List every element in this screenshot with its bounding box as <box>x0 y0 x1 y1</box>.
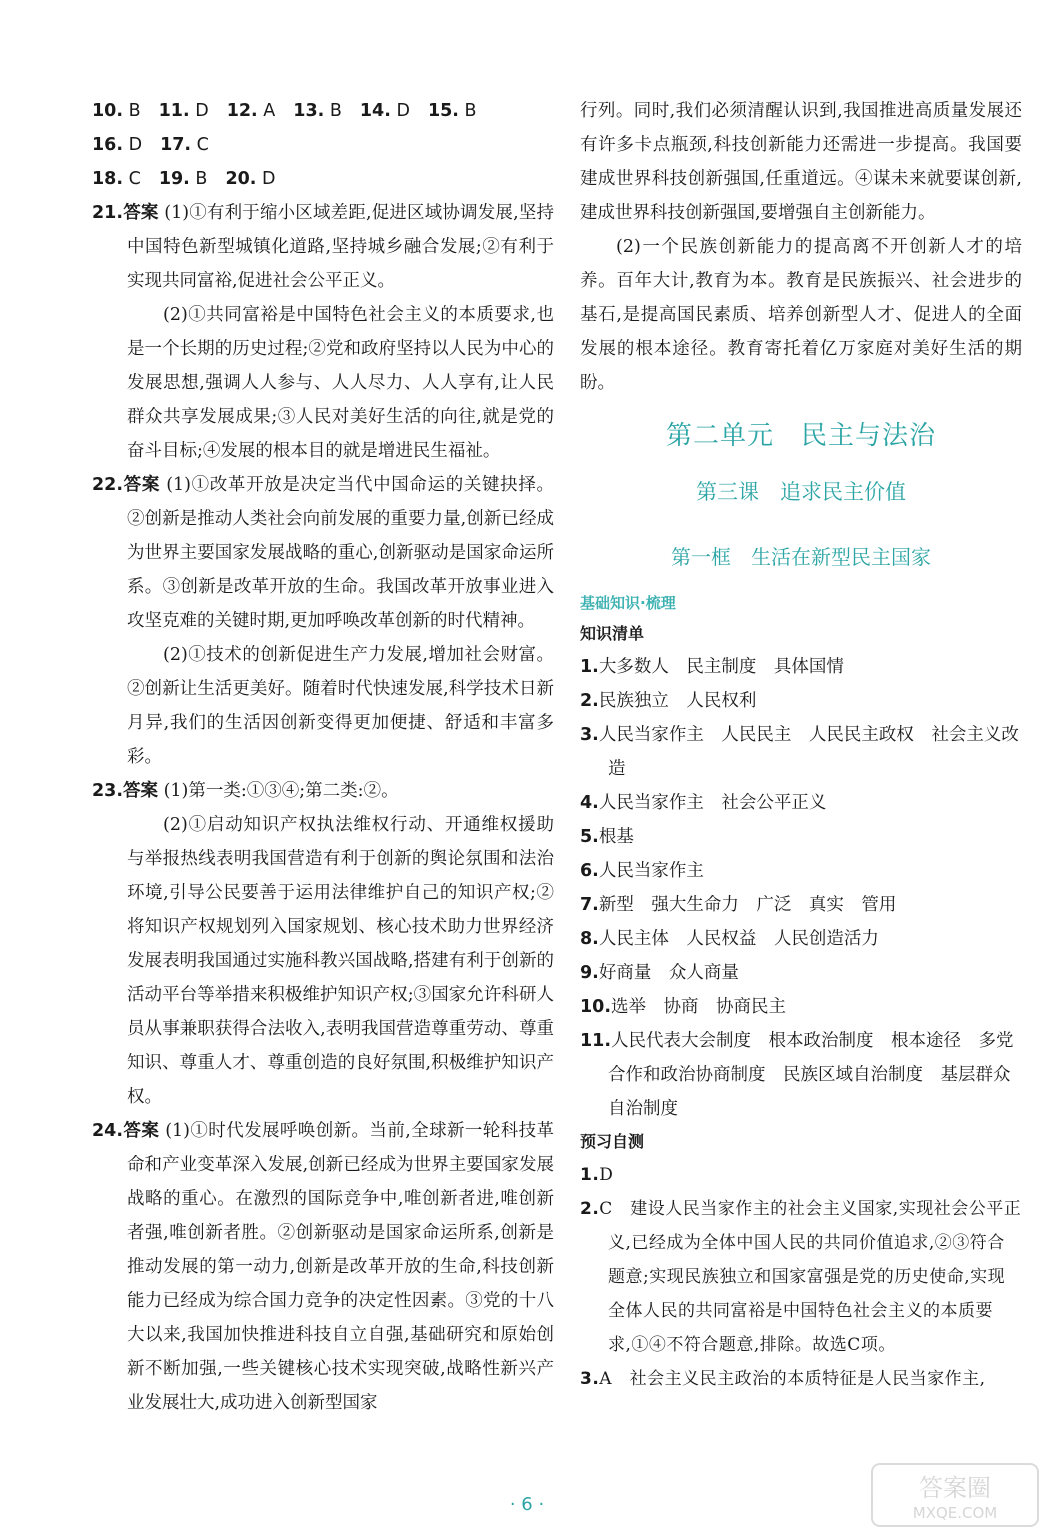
right-column <box>580 94 1022 1396</box>
answer-23-part-2: (2)①启动知识产权执法维权行动、开通维权援助与举报热线表明我国营造有利于创新的舆论氛围和法治环境,引导公民要善于运用法律维护自己的知识产权;②将知识产权规划列入国家规划、核心技术助力世界经济发展表明我国通过实施科教兴国战略,搭建有利于创新的活动平台等举措来积极维护知识产权;③国家允许科研人员从事兼职获得合法收入,表明我国营造尊重劳动、尊重知识、尊重人才、尊重创造的良好氛围,积极维护知识产权。 <box>127 815 554 1107</box>
svg-text:答案圈: 答案圈 <box>919 1474 991 1502</box>
answer-text: (1)①有利于缩小区域差距,促进区域协调发展,坚持中国特色新型城镇化道路,坚持城乡融合发展;②有利于实现共同富裕,促进社会公平正义。 <box>127 203 555 291</box>
list-item: 5.根基 <box>580 827 634 847</box>
question-number: 22. <box>92 475 124 495</box>
answer-text: (1)①时代发展呼唤创新。当前,全球新一轮科技革命和产业变革深入发展,创新已经成为世界主要国家发展战略的重心。在激烈的国际竞争中,唯创新者进,唯创新者强,唯创新者胜。②创新驱动是国家命运所系,创新是推动发展的第一动力,创新是改革开放的生命,科技创新能力已经成为综合国力竞争的决定性因素。③党的十八大以来,我国加快推进科技自立自强,基础研究和原始创新不断加强,一些关键核心技术实现突破,战略性新兴产业发展壮大,成功进入创新型国家 <box>127 1121 554 1413</box>
answer-24-continued: 行列。同时,我们必须清醒认识到,我国推进高质量发展还有许多卡点瓶颈,科技创新能力还需进一步提高。我国要建成世界科技创新强国,任重道远。④谋未来就要谋创新,建成世界科技创新强国,要增强自主创新能力。 <box>580 101 1022 223</box>
answer-21-part-2: (2)①共同富裕是中国特色社会主义的本质要求,也是一个长期的历史过程;②党和政府坚持以人民为中心的发展思想,强调人人参与、人人尽力、人人享有,让人民群众共享发展成果;③人民对美好生活的向往,就是党的奋斗目标;④发展的根本目的就是增进民生福祉。 <box>127 305 554 461</box>
mc-answer: 15. B <box>427 101 477 121</box>
list-item: 9.好商量 众人商量 <box>580 963 739 983</box>
mc-answer: 18. C <box>92 169 141 189</box>
list-item: 3.A 社会主义民主政治的本质特征是人民当家作主, <box>580 1369 986 1389</box>
answer-24 <box>92 1114 554 1420</box>
page-number: · 6 · <box>509 1494 545 1515</box>
mc-answer: 20. D <box>225 169 276 189</box>
lesson-title: 第三课 追求民主价值 <box>696 480 906 504</box>
list-item: 11.人民代表大会制度 根本政治制度 根本途径 多党合作和政治协商制度 民族区域自治制度 基层群众自治制度 <box>580 1031 1014 1119</box>
mc-answers-row-2 <box>92 162 554 196</box>
frame-title: 第一框 生活在新型民主国家 <box>671 545 931 569</box>
answer-21 <box>92 196 554 298</box>
answer-label: 答案 <box>123 781 159 801</box>
answer-23 <box>92 774 554 808</box>
list-item: 3.人民当家作主 人民民主 人民民主政权 社会主义改造 <box>580 725 1019 779</box>
knowledge-list-title: 知识清单 <box>580 624 645 643</box>
mc-answer: 14. D <box>359 101 410 121</box>
section-tag: 基础知识·梳理 <box>580 594 676 612</box>
left-column <box>92 94 554 1420</box>
mc-answers-row-1 <box>92 94 554 162</box>
answer-24-part-2: (2)一个民族创新能力的提高离不开创新人才的培养。百年大计,教育为本。教育是民族振兴、社会进步的基石,是提高国民素质、培养创新型人才、促进人的全面发展的根本途径。教育寄托着亿万家庭对美好生活的期盼。 <box>580 237 1022 393</box>
mc-answer: 17. C <box>160 135 209 155</box>
answer-text: (1)①改革开放是决定当代中国命运的关键抉择。②创新是推动人类社会向前发展的重要力量,创新已经成为世界主要国家发展战略的重心,创新驱动是国家命运所系。③创新是改革开放的生命。我国改革开放事业进入攻坚克难的关键时期,更加呼唤改革创新的时代精神。 <box>127 475 554 631</box>
answer-label: 答案 <box>123 475 160 495</box>
question-number: 23. <box>92 781 124 801</box>
list-item: 8.人民主体 人民权益 人民创造活力 <box>580 929 879 949</box>
mc-answer: 16. D <box>92 135 143 155</box>
mc-answer: 10. B <box>92 101 141 121</box>
unit-title: 第二单元 民主与法治 <box>665 421 936 451</box>
list-item: 1.D <box>580 1165 614 1185</box>
list-item: 6.人民当家作主 <box>580 861 704 881</box>
list-item: 2.民族独立 人民权利 <box>580 691 757 711</box>
answer-text: (1)第一类:①③④;第二类:②。 <box>163 781 399 801</box>
mc-answer: 11. D <box>158 101 209 121</box>
knowledge-list <box>580 650 1022 1126</box>
list-item: 1.大多数人 民主制度 具体国情 <box>580 657 844 677</box>
answer-22-part-2: (2)①技术的创新促进生产力发展,增加社会财富。②创新让生活更美好。随着时代快速发展,科学技术日新月异,我们的生活因创新变得更加便捷、舒适和丰富多彩。 <box>127 645 554 767</box>
svg-text:MXQE.COM: MXQE.COM <box>912 1504 998 1522</box>
answer-22 <box>92 468 554 638</box>
watermark-logo <box>870 1462 1040 1528</box>
preview-test-title: 预习自测 <box>580 1132 645 1151</box>
list-item: 2.C 建设人民当家作主的社会主义国家,实现社会公平正义,已经成为全体中国人民的共同价值追求,②③符合题意;实现民族独立和国家富强是党的历史使命,实现全体人民的共同富裕是中国特色社会主义的本质要求,①④不符合题意,排除。故选C项。 <box>580 1199 1022 1355</box>
mc-answer: 13. B <box>293 101 342 121</box>
answer-label: 答案 <box>123 1121 160 1141</box>
mc-answer: 19. B <box>158 169 208 189</box>
question-number: 24. <box>92 1121 124 1141</box>
list-item: 10.选举 协商 协商民主 <box>580 997 787 1017</box>
list-item: 7.新型 强大生命力 广泛 真实 管用 <box>580 895 897 915</box>
list-item: 4.人民当家作主 社会公平正义 <box>580 793 827 813</box>
mc-answer: 12. A <box>226 101 276 121</box>
answer-label: 答案 <box>123 203 159 223</box>
question-number: 21. <box>92 203 124 223</box>
preview-test-list <box>580 1158 1022 1396</box>
